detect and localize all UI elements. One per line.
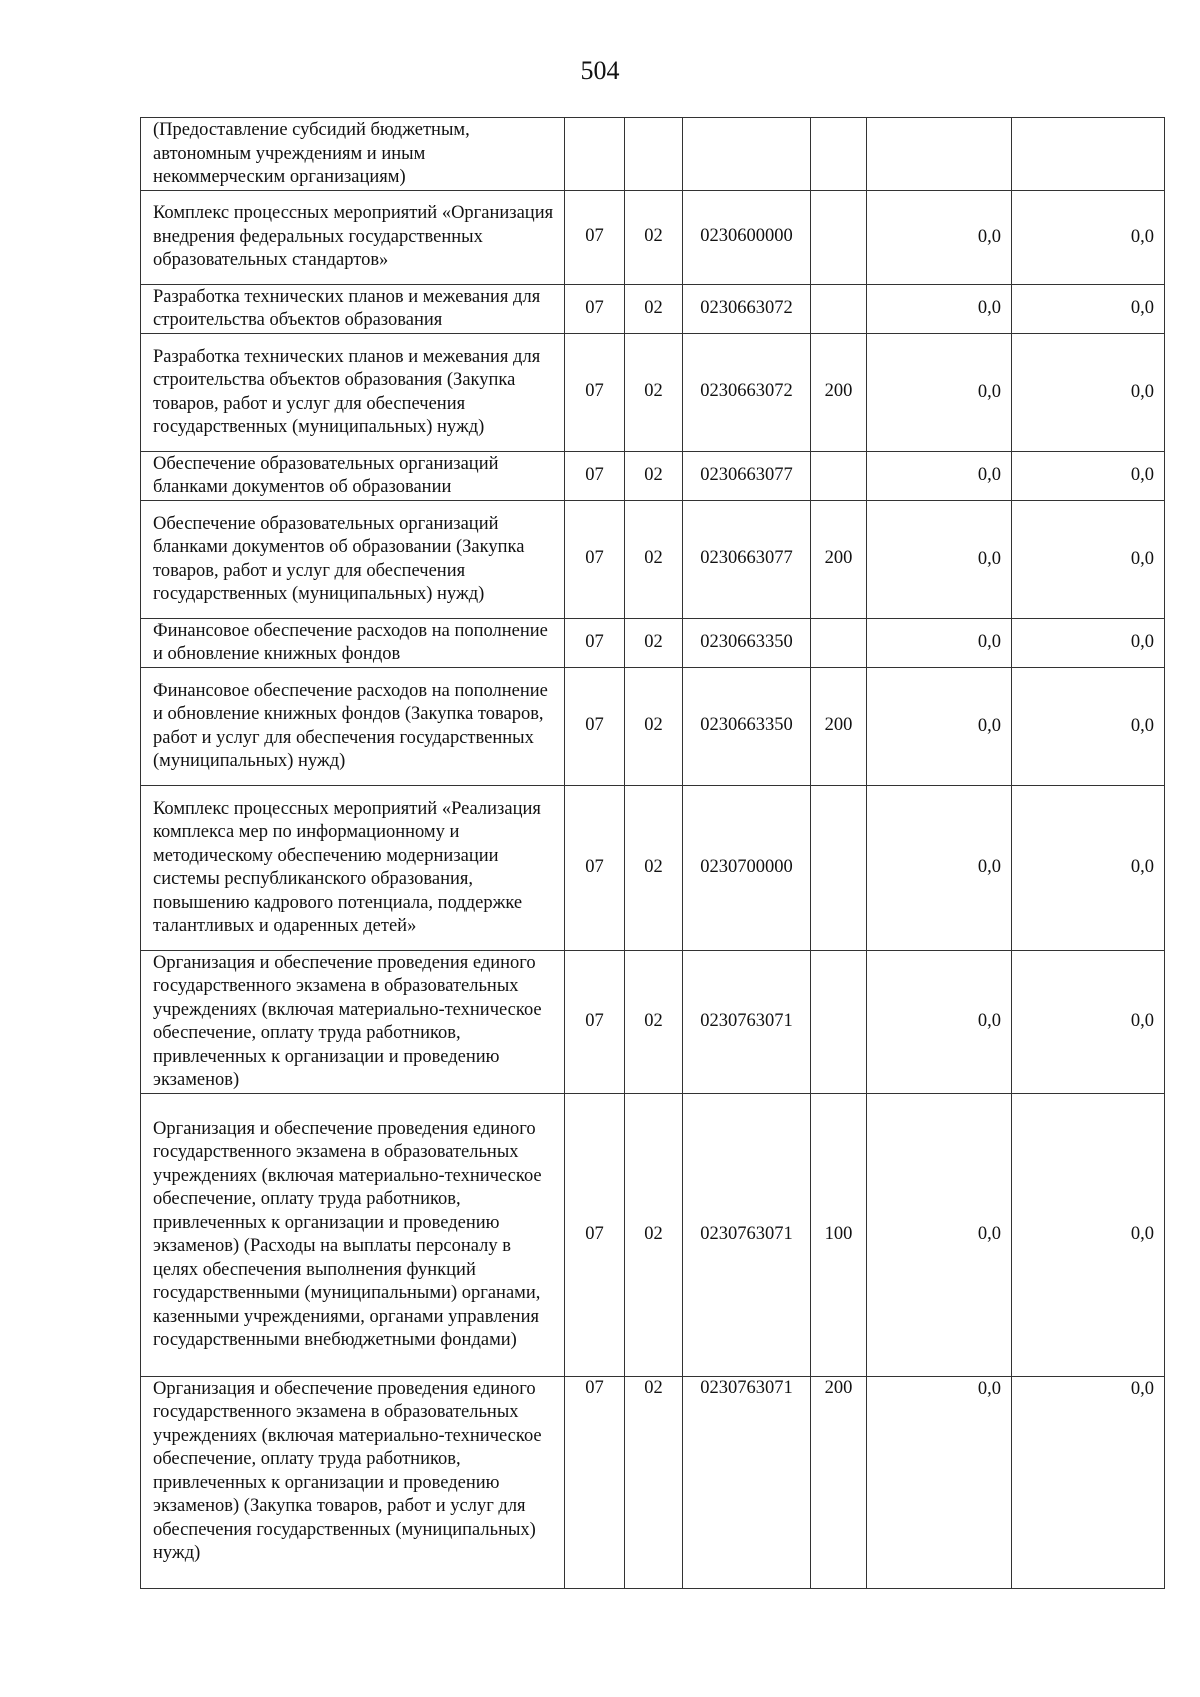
row-section <box>565 118 625 191</box>
row-section: 07 <box>565 284 625 333</box>
row-section: 07 <box>565 451 625 500</box>
row-expense-type <box>811 118 867 191</box>
row-amount-2: 0,0 <box>1012 190 1165 284</box>
row-name: (Предоставление субсидий бюджетным, автономным учреждениям и иным некоммерческим организациям) <box>141 118 565 191</box>
row-section: 07 <box>565 1376 625 1588</box>
page-number: 504 <box>580 56 620 85</box>
row-subsection <box>625 118 683 191</box>
row-expense-type <box>811 451 867 500</box>
row-expense-type <box>811 950 867 1093</box>
row-name: Финансовое обеспечение расходов на пополнение и обновление книжных фондов (Закупка товаров, работ и услуг для обеспечения государственных (муниципальных) нужд) <box>141 667 565 785</box>
row-expense-type <box>811 284 867 333</box>
row-subsection: 02 <box>625 950 683 1093</box>
row-amount-2: 0,0 <box>1012 284 1165 333</box>
row-name: Финансовое обеспечение расходов на пополнение и обновление книжных фондов <box>141 618 565 667</box>
row-amount-2: 0,0 <box>1012 500 1165 618</box>
table-row <box>141 284 1165 333</box>
row-amount-2: 0,0 <box>1012 451 1165 500</box>
row-amount-2: 0,0 <box>1012 618 1165 667</box>
row-target-code <box>683 118 811 191</box>
row-target-code: 0230600000 <box>683 190 811 284</box>
row-amount-2: 0,0 <box>1012 667 1165 785</box>
row-expense-type: 200 <box>811 667 867 785</box>
row-name: Организация и обеспечение проведения единого государственного экзамена в образовательных учреждениях (включая материально-техническое обеспечение, оплату труда работников, привлеченных к организации и проведению экзаменов) (Закупка товаров, работ и услуг для обеспечения государственных (муниципальных) нужд) <box>141 1376 565 1588</box>
row-expense-type: 200 <box>811 1376 867 1588</box>
row-section: 07 <box>565 500 625 618</box>
row-expense-type <box>811 190 867 284</box>
row-target-code: 0230663072 <box>683 333 811 451</box>
row-amount-2 <box>1012 118 1165 191</box>
row-expense-type: 200 <box>811 500 867 618</box>
table-row <box>141 500 1165 618</box>
table-row <box>141 1376 1165 1588</box>
row-amount-2: 0,0 <box>1012 1376 1165 1588</box>
table-row <box>141 1093 1165 1376</box>
table-row <box>141 785 1165 950</box>
row-amount-1: 0,0 <box>867 1376 1012 1588</box>
row-target-code: 0230663077 <box>683 451 811 500</box>
row-amount-2: 0,0 <box>1012 785 1165 950</box>
row-name: Разработка технических планов и межевания для строительства объектов образования <box>141 284 565 333</box>
row-section: 07 <box>565 785 625 950</box>
table-row <box>141 451 1165 500</box>
row-subsection: 02 <box>625 1376 683 1588</box>
row-amount-2: 0,0 <box>1012 333 1165 451</box>
row-target-code: 0230763071 <box>683 950 811 1093</box>
row-amount-1: 0,0 <box>867 284 1012 333</box>
row-expense-type <box>811 785 867 950</box>
row-amount-1: 0,0 <box>867 667 1012 785</box>
table-row <box>141 950 1165 1093</box>
row-name: Организация и обеспечение проведения единого государственного экзамена в образовательных учреждениях (включая материально-техническое обеспечение, оплату труда работников, привлеченных к организации и проведению экзаменов) <box>141 950 565 1093</box>
row-amount-1 <box>867 118 1012 191</box>
row-section: 07 <box>565 1093 625 1376</box>
row-subsection: 02 <box>625 618 683 667</box>
row-section: 07 <box>565 190 625 284</box>
row-target-code: 0230663077 <box>683 500 811 618</box>
row-target-code: 0230763071 <box>683 1376 811 1588</box>
row-expense-type: 200 <box>811 333 867 451</box>
table-row <box>141 190 1165 284</box>
row-amount-1: 0,0 <box>867 190 1012 284</box>
table-row <box>141 333 1165 451</box>
row-subsection: 02 <box>625 284 683 333</box>
table-row <box>141 118 1165 191</box>
row-subsection: 02 <box>625 190 683 284</box>
row-amount-1: 0,0 <box>867 500 1012 618</box>
row-section: 07 <box>565 333 625 451</box>
row-target-code: 0230663350 <box>683 667 811 785</box>
row-amount-1: 0,0 <box>867 451 1012 500</box>
row-expense-type: 100 <box>811 1093 867 1376</box>
row-amount-1: 0,0 <box>867 785 1012 950</box>
row-subsection: 02 <box>625 333 683 451</box>
row-subsection: 02 <box>625 500 683 618</box>
row-subsection: 02 <box>625 667 683 785</box>
row-name: Обеспечение образовательных организаций бланками документов об образовании <box>141 451 565 500</box>
row-target-code: 0230663350 <box>683 618 811 667</box>
row-amount-2: 0,0 <box>1012 950 1165 1093</box>
row-name: Комплекс процессных мероприятий «Организация внедрения федеральных государственных образовательных стандартов» <box>141 190 565 284</box>
row-name: Организация и обеспечение проведения единого государственного экзамена в образовательных учреждениях (включая материально-техническое обеспечение, оплату труда работников, привлеченных к организации и проведению экзаменов) (Расходы на выплаты персоналу в целях обеспечения выполнения функций государственными (муниципальными) органами, казенными учреждениями, органами управления государственными внебюджетными фондами) <box>141 1093 565 1376</box>
row-amount-1: 0,0 <box>867 1093 1012 1376</box>
row-amount-1: 0,0 <box>867 618 1012 667</box>
row-target-code: 0230700000 <box>683 785 811 950</box>
row-section: 07 <box>565 618 625 667</box>
row-target-code: 0230763071 <box>683 1093 811 1376</box>
row-name: Обеспечение образовательных организаций бланками документов об образовании (Закупка товаров, работ и услуг для обеспечения государственных (муниципальных) нужд) <box>141 500 565 618</box>
row-amount-1: 0,0 <box>867 950 1012 1093</box>
budget-table <box>140 117 1165 1589</box>
row-subsection: 02 <box>625 785 683 950</box>
row-amount-1: 0,0 <box>867 333 1012 451</box>
row-section: 07 <box>565 950 625 1093</box>
row-name: Комплекс процессных мероприятий «Реализация комплекса мер по информационному и методическому обеспечению модернизации системы республиканского образования, повышению кадрового потенциала, поддержке талантливых и одаренных детей» <box>141 785 565 950</box>
row-name: Разработка технических планов и межевания для строительства объектов образования (Закупка товаров, работ и услуг для обеспечения государственных (муниципальных) нужд) <box>141 333 565 451</box>
table-row <box>141 667 1165 785</box>
row-section: 07 <box>565 667 625 785</box>
row-subsection: 02 <box>625 451 683 500</box>
table-row <box>141 618 1165 667</box>
row-expense-type <box>811 618 867 667</box>
row-subsection: 02 <box>625 1093 683 1376</box>
row-target-code: 0230663072 <box>683 284 811 333</box>
row-amount-2: 0,0 <box>1012 1093 1165 1376</box>
